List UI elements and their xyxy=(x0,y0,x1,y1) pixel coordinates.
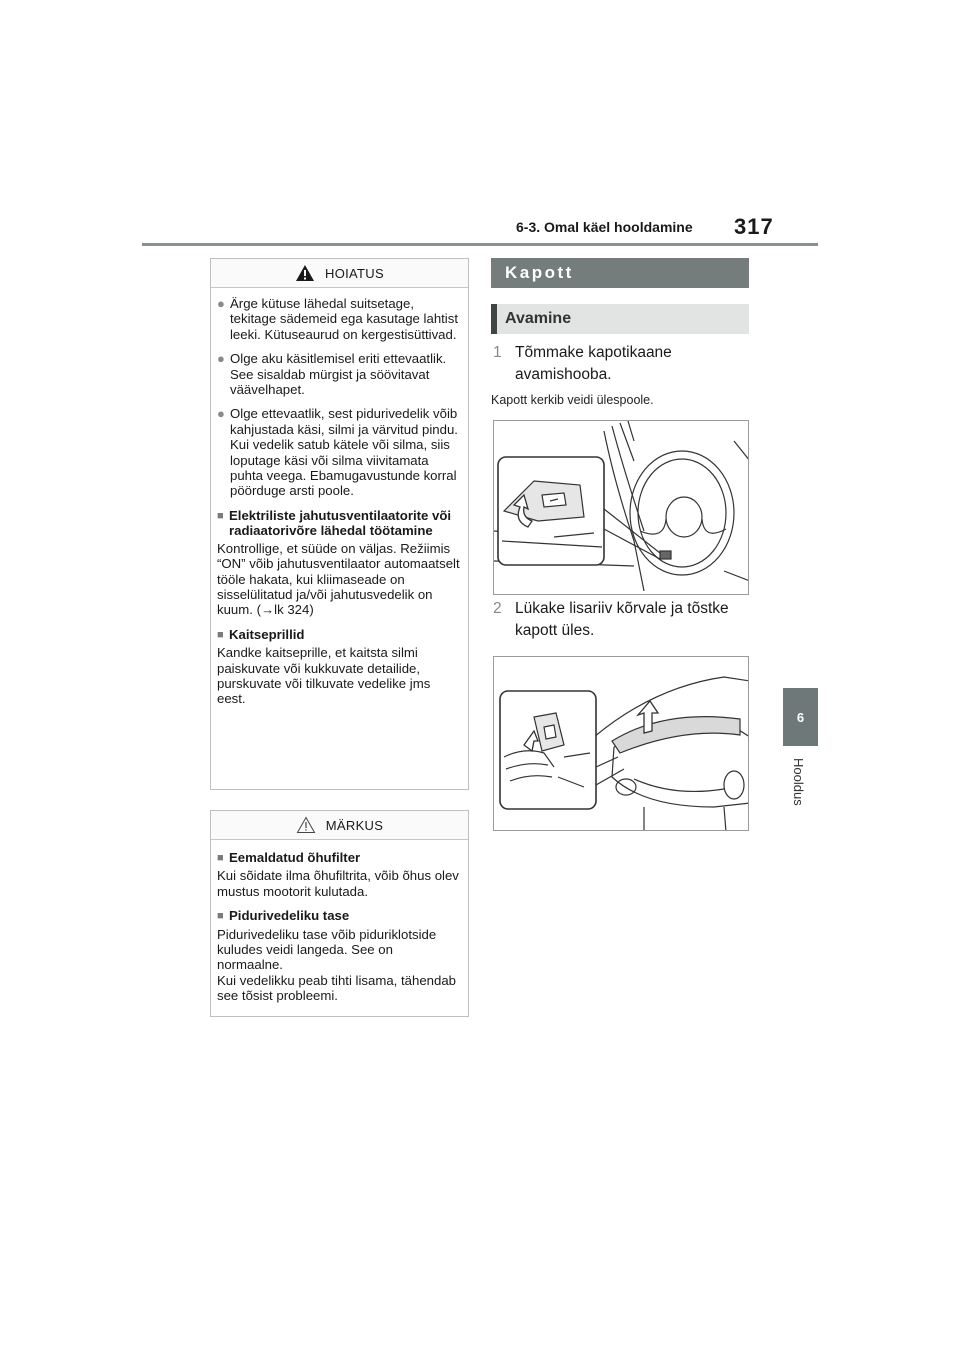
section-header: 6-3. Omal käel hooldamine xyxy=(516,219,693,235)
warning-paragraph: Kontrollige, et süüde on väljas. Režiimis “ON” võib jahutusventilaator automaatselt tööle hakata, kui kliimaseade on sisselülitatud ja/või jahutusvedelik on kuum. (→lk 324) xyxy=(217,540,460,618)
notice-paragraph: Pidurivedeliku tase võib piduriklotside kuludes veidi langeda. See on normaalne. Kui vedelikku peab tihti lisama, tähendab see tõsist probleemi. xyxy=(217,926,456,1004)
step-1-note: Kapott kerkib veidi ülespoole. xyxy=(491,393,654,407)
warning-triangle-icon xyxy=(295,264,315,282)
step-number: 2 xyxy=(493,600,502,617)
warning-bullet-text: Ärge kütuse lähedal suitsetage, tekitage sädemeid ega kasutage lahtist leeki. Kütuseaurud on kergestisüttivad. xyxy=(230,296,458,342)
header-rule xyxy=(142,243,818,246)
warning-subheading xyxy=(217,508,462,539)
warning-bullet xyxy=(217,351,462,397)
warning-box xyxy=(210,258,469,790)
warning-box-header xyxy=(211,259,468,288)
chapter-number: 6 xyxy=(796,709,805,725)
warning-subheading-text: Elektriliste jahutusventilaatorite või radiaatorivõre lähedal töötamine xyxy=(229,507,452,539)
warning-title: HOIATUS xyxy=(325,265,384,281)
chapter-tab[interactable] xyxy=(783,688,818,746)
warning-bullet-text: Olge aku käsitlemisel eriti ettevaatlik. See sisaldab mürgist ja söövitavat väävelhapet. xyxy=(230,351,447,398)
notice-box xyxy=(210,810,469,1017)
notice-subheading-text: Pidurivedeliku tase xyxy=(229,908,350,924)
chapter-label: Hooldus xyxy=(791,758,806,806)
notice-paragraph: Kui sõidate ilma õhufiltrita, võib õhus olev mustus mootorit kulutada. xyxy=(217,868,459,899)
subsection-title xyxy=(491,304,749,334)
step-1 xyxy=(491,342,756,386)
hood-latch-illustration xyxy=(493,656,749,831)
notice-subheading-text: Eemaldatud õhufilter xyxy=(229,850,361,865)
warning-subheading xyxy=(217,627,462,643)
caution-triangle-icon xyxy=(296,816,316,834)
square-bullet-icon: ■ xyxy=(217,852,224,864)
square-bullet-icon: ■ xyxy=(217,910,224,923)
bullet-dot-icon: ● xyxy=(217,351,225,367)
notice-subheading xyxy=(217,908,462,924)
step-2 xyxy=(491,598,756,642)
warning-subheading-text: Kaitseprillid xyxy=(229,626,305,642)
hood-lever-illustration xyxy=(493,420,749,595)
notice-box-header xyxy=(211,811,468,840)
hood-lever-drawing xyxy=(494,421,749,595)
warning-box-body xyxy=(211,288,468,722)
subsection-title-text: Avamine xyxy=(505,310,572,327)
bullet-dot-icon: ● xyxy=(217,296,225,311)
warning-paragraph: Kandke kaitseprille, et kaitsta silmi paiskuvate või kukkuvate detailide, purskuvate või tilkuvate vedelike jms eest. xyxy=(217,645,431,707)
step-number: 1 xyxy=(493,344,502,361)
square-bullet-icon: ■ xyxy=(217,628,224,641)
step-text: Lükake lisariiv kõrvale ja tõstke kapott üles. xyxy=(515,600,729,639)
subsection-accent-bar xyxy=(491,304,497,334)
notice-subheading xyxy=(217,850,462,866)
page-number: 317 xyxy=(734,214,774,239)
bullet-dot-icon: ● xyxy=(217,406,225,422)
section-title: Kapott xyxy=(491,258,749,288)
notice-box-body xyxy=(211,840,468,1019)
step-text: Tõmmake kapotikaane avamishooba. xyxy=(515,344,672,383)
warning-bullet xyxy=(217,406,462,498)
hood-latch-drawing xyxy=(494,657,749,831)
notice-title: MÄRKUS xyxy=(325,817,384,833)
warning-bullet-text: Olge ettevaatlik, sest pidurivedelik võib kahjustada käsi, silmi ja värvitud pindu. Kui vedelik satub kätele või silma, siis loputage käsi või silma viivitamata puhta veega. Ebamugavustunde korral pöörduge arsti poole. xyxy=(230,406,458,499)
square-bullet-icon: ■ xyxy=(217,509,224,522)
warning-bullet xyxy=(217,296,462,342)
